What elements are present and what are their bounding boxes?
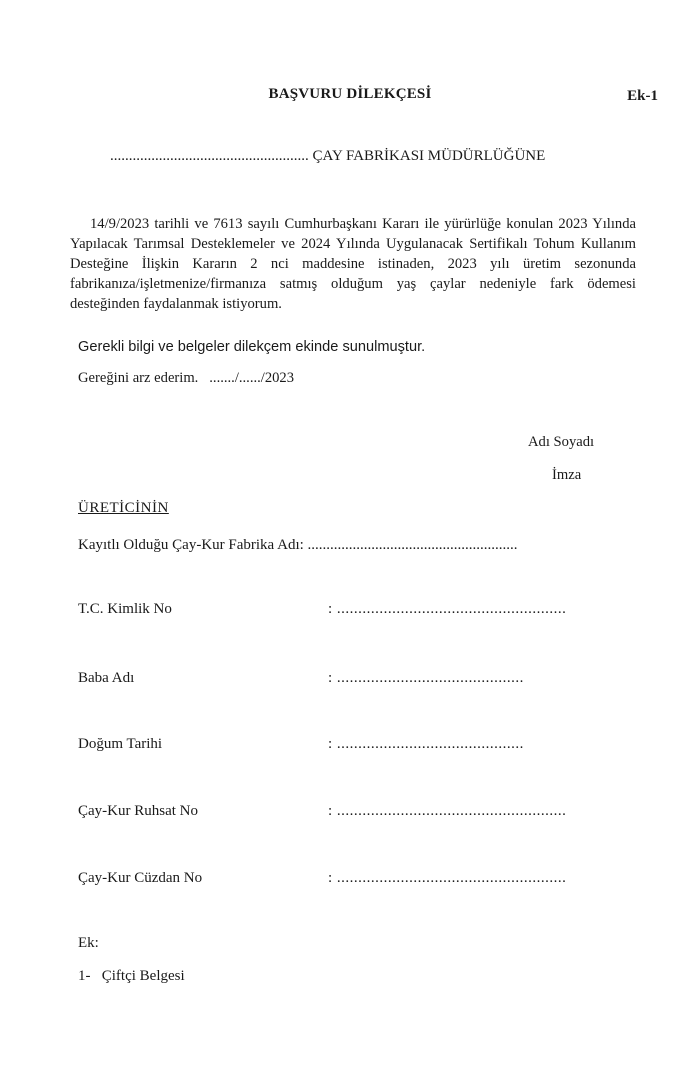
birth-date-label: Doğum Tarihi [78,736,163,752]
signature-label: İmza [552,467,582,483]
tc-id-value: : ...................................................... [328,601,567,617]
producer-section-title: ÜRETİCİNİN [78,500,169,516]
father-name-label: Baba Adı [78,670,135,686]
wallet-no-value: : ...................................................... [328,870,567,886]
closing-line: Gereğini arz ederim. ......./....../2023 [78,370,295,386]
factory-name-field: Kayıtlı Olduğu Çay-Kur Fabrika Adı: ........................................................ [78,537,518,553]
father-name-value: : ............................................ [328,670,524,686]
license-no-label: Çay-Kur Ruhsat No [78,803,198,819]
license-no-value: : ...................................................... [328,803,567,819]
document-title: BAŞVURU DİLEKÇESİ [268,86,432,102]
annex-label: Ek-1 [627,88,658,104]
birth-date-value: : ............................................ [328,736,524,752]
annex-heading: Ek: [78,935,99,951]
addressee-line: ..................................................... ÇAY FABRİKASI MÜDÜRLÜĞÜNE [110,148,546,164]
tc-id-label: T.C. Kimlik No [78,601,172,617]
wallet-no-label: Çay-Kur Cüzdan No [78,870,203,886]
attachments-note: Gerekli bilgi ve belgeler dilekçem ekinde sunulmuştur. [78,339,426,355]
request-paragraph: 14/9/2023 tarihli ve 7613 sayılı Cumhurbaşkanı Kararı ile yürürlüğe konulan 2023 Yılında Yapılacak Tarımsal Desteklemeler ve 2024 Yılında Uygulanacak Sertifikalı Tohum Kullanım Desteğine İlişkin Kararın 2 nci maddesine istinaden, 2023 yılı üretim sezonunda fabrikanıza/işletmenize/firmanıza satmış olduğum yaş çaylar nedeniyle fark ödemesi desteğinden faydalanmak istiyorum. [70,216,636,312]
name-surname-label: Adı Soyadı [528,434,595,450]
annex-item: 1- Çiftçi Belgesi [78,968,185,984]
